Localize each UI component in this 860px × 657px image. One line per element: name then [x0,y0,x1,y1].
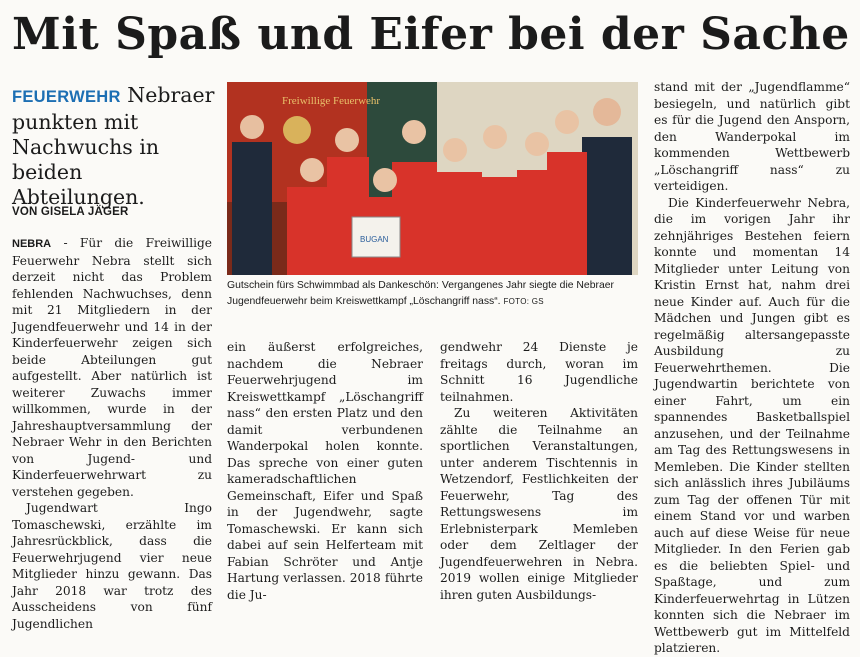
paragraph: ein äußerst erfolgreiches, nachdem die Nebraer Feuerwehrjugend im Kreiswettkampf „Löschangriff nass“ den ersten Platz und den damit verbundenen Wanderpokal holen konnte. Das spreche von einer guten kameradschaftlichen Gemeinschaft, Eifer und Spaß in der Jugendwehr, sagte Tomaschewski. Er kann sich dabei auf sein Helferteam mit Fabian Schröter und Antje Hartung verlassen. 2018 führte die Ju- [227,340,423,602]
photo-credit: FOTO: GS [503,296,544,306]
article-column-4 [654,79,850,657]
paragraph: Jugendwart Ingo Tomaschewski, erzählte im Jahresrückblick, dass die Feuerwehrjugend vier neue Mitglieder hinzu gewann. Das Jahr 2018 war trotz des Ausscheidens von fünf Jugendlichen [12,501,212,631]
paragraph: gendwehr 24 Dienste je freitags durch, woran im Schnitt 16 Jugendliche teilnahmen. [440,340,638,404]
paragraph: NEBRA - Für die Freiwillige Feuerwehr Nebra stellt sich derzeit nicht das Problem fehlenden Nachwuchses, denn mit 21 Mitgliedern in der Jugendfeuerwehr und 14 in der Kinderfeuerwehr zeigen sich beide Abteilungen gut aufgestellt. Aber natürlich ist weiterer Zuwachs immer willkommen, wurde in der Jahreshauptversammlung der Nebraer Wehr in den Berichten von Jugend- und Kinderfeuerwehrwart zu verstehen gegeben. [12,236,213,499]
headline: Mit Spaß und Eifer bei der Sache [12,9,850,60]
firefighters-group-photo [227,82,638,275]
byline: VON GISELA JÄGER [12,206,129,218]
photo-caption: Gutschein fürs Schwimmbad als Dankeschön: Vergangenes Jahr siegte die Nebraer Jugendfeuerwehr beim Kreiswettkampf „Löschangriff nass“. FOTO: GS [227,280,614,307]
dateline: NEBRA [12,238,52,250]
article-column-1 [12,235,212,632]
article-column-2 [227,339,423,603]
voucher-text: BUGAN [360,235,389,244]
subheadline-block [12,83,217,210]
paragraph: Die Kinderfeuerwehr Nebra, die im vorigen Jahr ihr zehnjähriges Bestehen feiern konnte und momentan 14 Mitglieder unter Leitung von Kristin Ernst hat, nahm drei neue Kinder auf. Auch für die Mädchen und Jungen gibt es regelmäßig altersangepasste Ausbildung zu Feuerwehrthemen. Die Jugendwartin berichtete von einer Fahrt, um ein spannendes Basketballspiel anzusehen, und der Teilnahme am Tag des Rettungswesens in Memleben. Die Kinder stellten sich anlässlich ihres Jubiläums zum Tag der offenen Tür mit einem Stand vor und warben auch auf diese Weise für neue Mitglieder. In den Ferien gab es die beliebten Spiel- und Spaßtage, und zum Kinderfeuerwehrtag in Lützen konnten sich die Nebraer im Wettbewerb gut im Mittelfeld platzieren. [654,195,850,655]
banner-text: Freiwillige Feuerwehr [282,95,381,107]
kicker-label: FEUERWEHR [12,88,121,106]
article-column-3 [440,339,638,603]
paragraph: Zu weiteren Aktivitäten zählte die Teilnahme an sportlichen Veranstaltungen, unter anderem Tischtennis in Wetzendorf, Festlichkeiten der Feuerwehr, Tag des Rettungswesens im Erlebnisterpark Memleben oder dem Zeltlager der Jugendfeuerwehren in Nebra. 2019 wollen einige Mitglieder ihren guten Ausbildungs- [440,406,638,602]
subheadline: Nebraer punkten mit Nachwuchs in beiden Abteilungen. [12,83,215,209]
article-photo [227,82,638,275]
paragraph: stand mit der „Jugendflamme“ besiegeln, und natürlich gibt es für die Jugend den Ansporn, den Wanderpokal im kommenden Wettbewerb „Löschangriff nass“ zu verteidigen. [654,80,850,193]
